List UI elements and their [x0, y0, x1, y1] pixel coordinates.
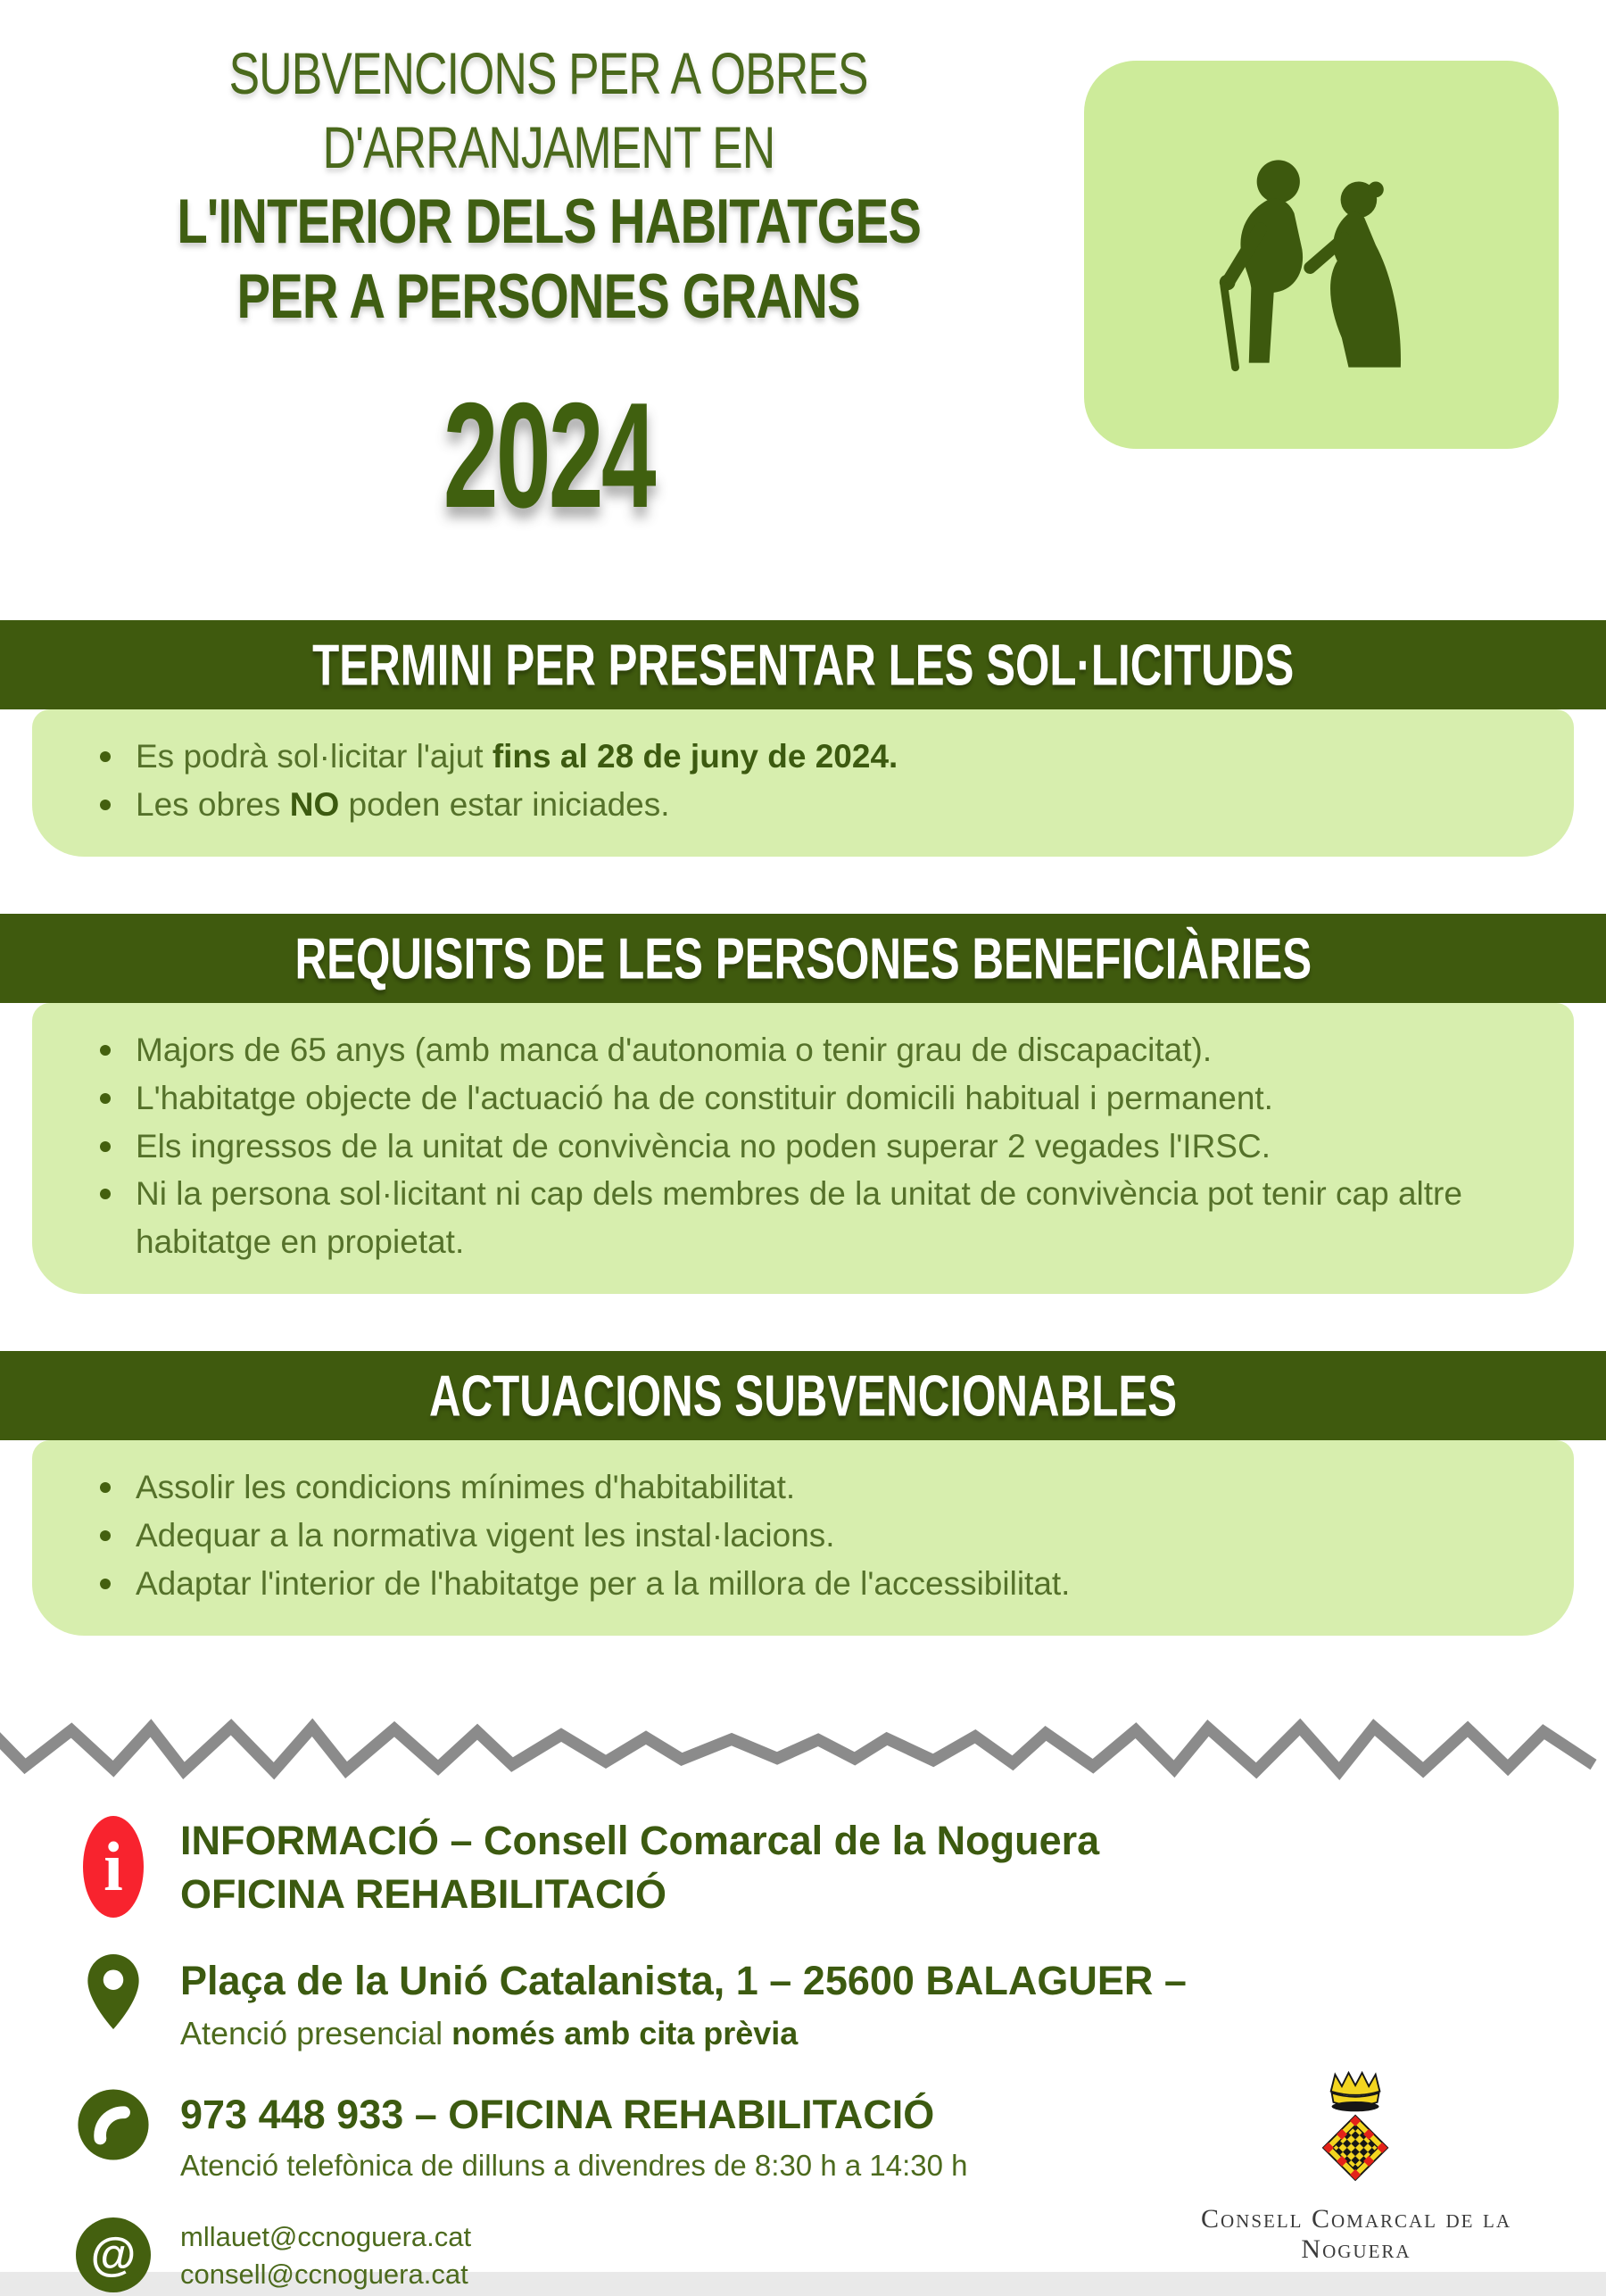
- year-label: 2024: [443, 371, 655, 539]
- logo-caption: Consell Comarcal de la Noguera: [1200, 2204, 1511, 2264]
- section-box-actuacions: [32, 1440, 1574, 1636]
- title-line-3: L'INTERIOR DELS HABITATGES: [177, 186, 921, 257]
- bullet-dot: [100, 1482, 111, 1493]
- phone-hours: Atenció telefònica de dilluns a divendres de 8:30 h a 14:30 h: [180, 2148, 968, 2182]
- info-row-address: [46, 1952, 1606, 2054]
- list-item: L'habitatge objecte de l'actuació ha de constituir domicili habitual i permanent.: [100, 1074, 1511, 1123]
- title-line-1: SUBVENCIONS PER A OBRES: [228, 41, 869, 107]
- bullet-dot: [100, 1045, 111, 1056]
- list-item: Majors de 65 anys (amb manca d'autonomia o tenir grau de discapacitat).: [100, 1026, 1511, 1074]
- org-logo: [1142, 2064, 1570, 2265]
- coat-of-arms-icon: [1280, 2064, 1432, 2198]
- list-item: Assolir les condicions mínimes d'habitabilitat.: [100, 1463, 1511, 1512]
- header-icon-card: [1084, 61, 1559, 449]
- bullet-dot: [100, 800, 111, 810]
- section-box-termini: [32, 709, 1574, 857]
- page-title: [0, 41, 1097, 343]
- at-icon: @: [76, 2217, 151, 2292]
- list-item: Les obres NO poden estar iniciades.: [100, 781, 1511, 829]
- info-title: INFORMACIÓ – Consell Comarcal de la Noguera: [180, 1818, 1100, 1864]
- list-item: Ni la persona sol·licitant ni cap dels membres de la unitat de convivència pot tenir cap altre habitatge en propietat.: [100, 1170, 1511, 1265]
- bullet-dot: [100, 1189, 111, 1199]
- title-line-2: D'ARRANJAMENT EN: [322, 115, 775, 181]
- section-box-requisits: [32, 1003, 1574, 1294]
- header: [0, 0, 1606, 542]
- list-item: Adequar a la normativa vigent les instal·lacions.: [100, 1512, 1511, 1560]
- address-note: Atenció presencial només amb cita prèvia: [180, 2014, 799, 2051]
- info-icon: i: [83, 1816, 144, 1918]
- bullet-dot: [100, 1093, 111, 1104]
- bullet-dot: [100, 751, 111, 762]
- list-item: Els ingressos de la unitat de convivència no poden superar 2 vegades l'IRSC.: [100, 1123, 1511, 1171]
- list-item: Adaptar l'interior de l'habitatge per a la millora de l'accessibilitat.: [100, 1560, 1511, 1608]
- bullet-dot: [100, 1530, 111, 1541]
- address-text: Plaça de la Unió Catalanista, 1 – 25600 BALAGUER –: [180, 1958, 1187, 2004]
- section-banner-actuacions: ACTUACIONS SUBVENCIONABLES: [0, 1351, 1606, 1440]
- zigzag-divider: [0, 1721, 1606, 1777]
- bullet-dot: [100, 1141, 111, 1152]
- info-subtitle: OFICINA REHABILITACIÓ: [180, 1870, 666, 1917]
- section-banner-termini: TERMINI PER PRESENTAR LES SOL·LICITUDS: [0, 620, 1606, 709]
- phone-number: 973 448 933 – OFICINA REHABILITACIÓ: [180, 2092, 935, 2138]
- bullet-dot: [100, 1579, 111, 1589]
- email-link-1[interactable]: mllauet@ccnoguera.cat: [180, 2220, 472, 2252]
- title-line-4: PER A PERSONES GRANS: [236, 261, 861, 332]
- elderly-couple-icon: [1174, 136, 1469, 375]
- phone-icon: [75, 2086, 152, 2163]
- list-item: Es podrà sol·licitar l'ajut fins al 28 de juny de 2024.: [100, 733, 1511, 781]
- location-pin-icon: [86, 1952, 141, 2031]
- info-row-general: [46, 1812, 1606, 1920]
- section-banner-requisits: REQUISITS DE LES PERSONES BENEFICIÀRIES: [0, 914, 1606, 1003]
- email-link-2[interactable]: consell@ccnoguera.cat: [180, 2258, 468, 2290]
